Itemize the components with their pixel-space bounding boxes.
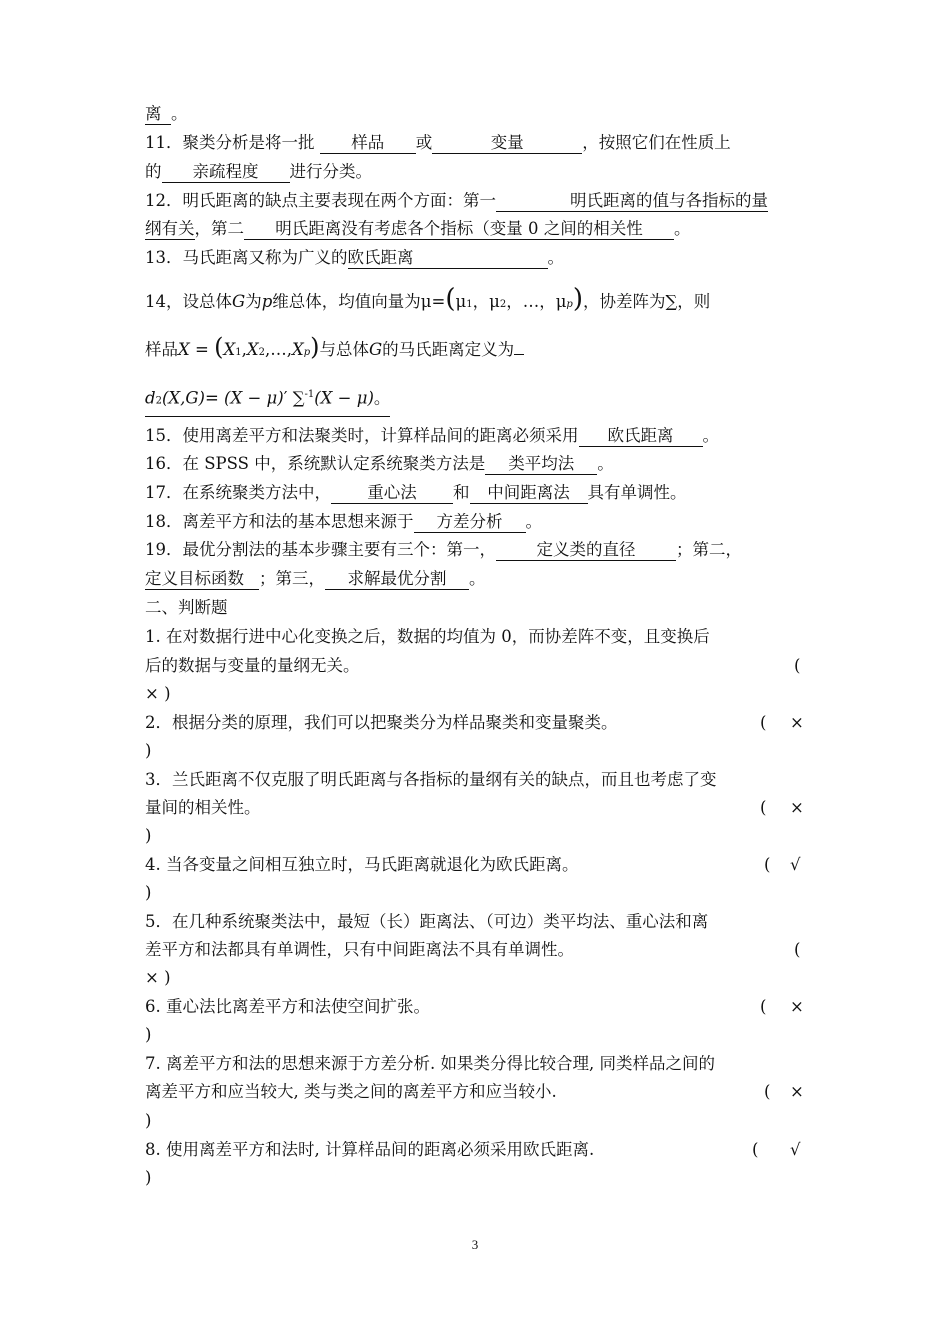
var-G: G [368, 340, 383, 359]
var-G: G [232, 292, 246, 311]
judge-7-line2: 离差平方和应当较大, 类与类之间的离差平方和应当较小. [145, 1082, 557, 1101]
question-19-line2 [145, 567, 486, 591]
text: ，按照它们在性质上 [582, 133, 731, 152]
judge-3-answer: × [790, 798, 804, 817]
answer-blank-start [514, 354, 524, 355]
var-d: d [145, 388, 156, 408]
paren: ) [572, 284, 583, 314]
text: ，…， [506, 292, 556, 311]
paren: ) [310, 333, 320, 361]
answer-blank: 亲疏程度 [162, 162, 290, 183]
formula-part: (X − μ) [314, 388, 374, 408]
question-12 [145, 189, 768, 213]
text: ；第二， [676, 540, 742, 559]
var-X: X [178, 340, 190, 359]
text: 的马氏距离定义为 [382, 340, 515, 359]
text: 。 [525, 512, 542, 531]
answer-blank: 方差分析 [414, 512, 526, 533]
judge-7-close: ) [145, 1111, 152, 1130]
formula-part: (X,G)= (X − μ) [161, 388, 284, 408]
judge-2: 2．根据分类的原理，我们可以把聚类分为样品聚类和变量聚类。 [145, 713, 618, 732]
judge-8: 8. 使用离差平方和法时, 计算样品间的距离必须采用欧氏距离. [145, 1140, 595, 1159]
judge-2-open: ( [760, 713, 767, 732]
question-17 [145, 481, 687, 505]
text: ；第三， [259, 569, 325, 588]
text: 。 [674, 219, 691, 238]
text: μ [455, 292, 467, 311]
text: 样品 [145, 340, 178, 359]
judge-2-answer: × [790, 713, 804, 732]
answer-blank: 纲有关 [145, 219, 195, 238]
judge-7: 7. 离差平方和法的思想来源于方差分析. 如果类分得比较合理, 同类样品之间的 [145, 1054, 715, 1073]
judge-8-answer: √ [790, 1140, 801, 1159]
judge-4: 4. 当各变量之间相互独立时，马氏距离就退化为欧氏距离。 [145, 855, 579, 874]
text: 具有单调性。 [587, 483, 687, 502]
text: 18．离差平方和法的基本思想来源于 [145, 512, 414, 531]
judge-1: 1. 在对数据行进中心化变换之后，数据的均值为 0，而协差阵不变，且变换后 [145, 627, 710, 646]
text: 。 [597, 454, 614, 473]
text: 17．在系统聚类方法中， [145, 483, 331, 502]
text: 为 [245, 292, 262, 311]
judge-4-answer: √ [790, 855, 801, 874]
text: 11．聚类分析是将一批 [145, 133, 315, 152]
judge-1-line2: 后的数据与变量的量纲无关。 [145, 656, 360, 675]
text: 进行分类。 [289, 162, 372, 181]
text: 15．使用离差平方和法聚类时，计算样品间的距离必须采用 [145, 426, 579, 445]
answer-blank: 欧氏距离 [579, 426, 703, 447]
judge-4-open: ( [764, 855, 771, 874]
judge-5-line2: 差平方和法都具有单调性，只有中间距离法不具有单调性。 [145, 940, 574, 959]
text: 。 [171, 104, 188, 123]
text: 的 [145, 162, 162, 181]
text: 16．在 SPSS 中，系统默认定系统聚类方法是 [145, 454, 486, 473]
answer-blank: 定义类的直径 [496, 540, 676, 561]
subscript: 2 [258, 347, 265, 358]
paren: ( [214, 333, 224, 361]
text: 维总体，均值向量为μ= [272, 292, 446, 311]
text: 与总体 [319, 340, 369, 359]
question-16 [145, 452, 614, 476]
judge-1-open: ( [794, 656, 801, 675]
judge-6-open: ( [760, 997, 767, 1016]
text: 12．明氏距离的缺点主要表现在两个方面：第一 [145, 191, 496, 210]
text: 。 [373, 388, 391, 408]
judge-2-close: ) [145, 741, 152, 760]
text: 和 [453, 483, 470, 502]
text: 13．马氏距离又称为广义的 [145, 248, 348, 267]
answer-blank: 离 [145, 104, 171, 125]
judge-1-answer: × ) [145, 684, 171, 703]
subscript: 2 [499, 299, 507, 310]
judge-3-open: ( [760, 798, 767, 817]
question-11 [145, 131, 731, 155]
var-X: X [246, 340, 259, 359]
question-12-line2 [145, 217, 691, 241]
answer-blank: 求解最优分割 [325, 569, 469, 590]
text: 或 [415, 133, 433, 152]
continuation-line [145, 102, 188, 126]
answer-blank: 类平均法 [485, 454, 597, 475]
subscript: p [566, 299, 573, 310]
subscript: 2 [155, 395, 162, 407]
text: = [189, 340, 215, 359]
text: 。 [547, 248, 564, 267]
formula-answer [145, 385, 390, 417]
question-19 [145, 538, 742, 562]
judge-6-answer: × [790, 997, 804, 1016]
answer-blank: 变量 [432, 133, 582, 154]
subscript: p [303, 347, 311, 358]
judge-3: 3．兰氏距离不仅克服了明氏距离与各指标的量纲有关的缺点，而且也考虑了变 [145, 770, 717, 789]
question-13 [145, 246, 564, 270]
judge-6-close: ) [145, 1025, 152, 1044]
var-X: X [223, 340, 236, 359]
answer-blank: 重心法 [331, 483, 453, 504]
var-p: p [261, 292, 273, 311]
answer-blank: 明氏距离的值与各指标的量 [496, 191, 768, 212]
judge-5-open: ( [794, 940, 801, 959]
answer-blank: 中间距离法 [470, 483, 588, 504]
judge-4-close: ) [145, 883, 152, 902]
judge-8-open: ( [752, 1140, 759, 1159]
judge-5-answer: × ) [145, 968, 171, 987]
text: 19．最优分割法的基本步骤主要有三个：第一， [145, 540, 496, 559]
page-number: 3 [471, 1237, 479, 1252]
question-14-formula [145, 385, 390, 417]
text: ，第二 [194, 219, 244, 238]
text: 。 [469, 569, 486, 588]
answer-blank: 样品 [320, 133, 416, 154]
judge-6: 6. 重心法比离差平方和法使空间扩张。 [145, 997, 430, 1016]
text: ，协差阵为∑，则 [582, 292, 711, 311]
judge-3-line2: 量间的相关性。 [145, 798, 261, 817]
judge-5: 5．在几种系统聚类法中，最短（长）距离法、（可边）类平均法、重心法和离 [145, 912, 709, 931]
answer-blank: 明氏距离没有考虑各个指标（变量 0 之间的相关性 [244, 219, 674, 240]
text: μ [489, 292, 500, 311]
superscript: -1 [304, 389, 315, 400]
judge-8-close: ) [145, 1168, 152, 1187]
question-18 [145, 510, 542, 534]
subscript: 1 [466, 299, 473, 310]
judge-7-open: ( [764, 1082, 771, 1101]
var-X: X [291, 340, 304, 359]
question-14-line2: 样品X = (X1,X2,…,Xp)与总体G的马氏距离定义为 [145, 335, 524, 365]
answer-blank: 定义目标函数 [145, 569, 259, 590]
question-15 [145, 424, 719, 448]
text: ， [472, 292, 490, 311]
judge-3-close: ) [145, 826, 152, 845]
question-14 [145, 284, 711, 317]
text: 。 [702, 426, 719, 445]
subscript: 1 [235, 347, 242, 358]
question-11-line2 [145, 160, 372, 184]
paren: ( [445, 284, 456, 314]
text: ′ ∑ [283, 388, 305, 408]
text: μ [555, 292, 567, 311]
answer-blank: 欧氏距离 [348, 248, 548, 269]
judge-7-answer: × [790, 1082, 804, 1101]
section-title: 二、判断题 [145, 598, 228, 617]
text: 14，设总体 [145, 292, 232, 311]
